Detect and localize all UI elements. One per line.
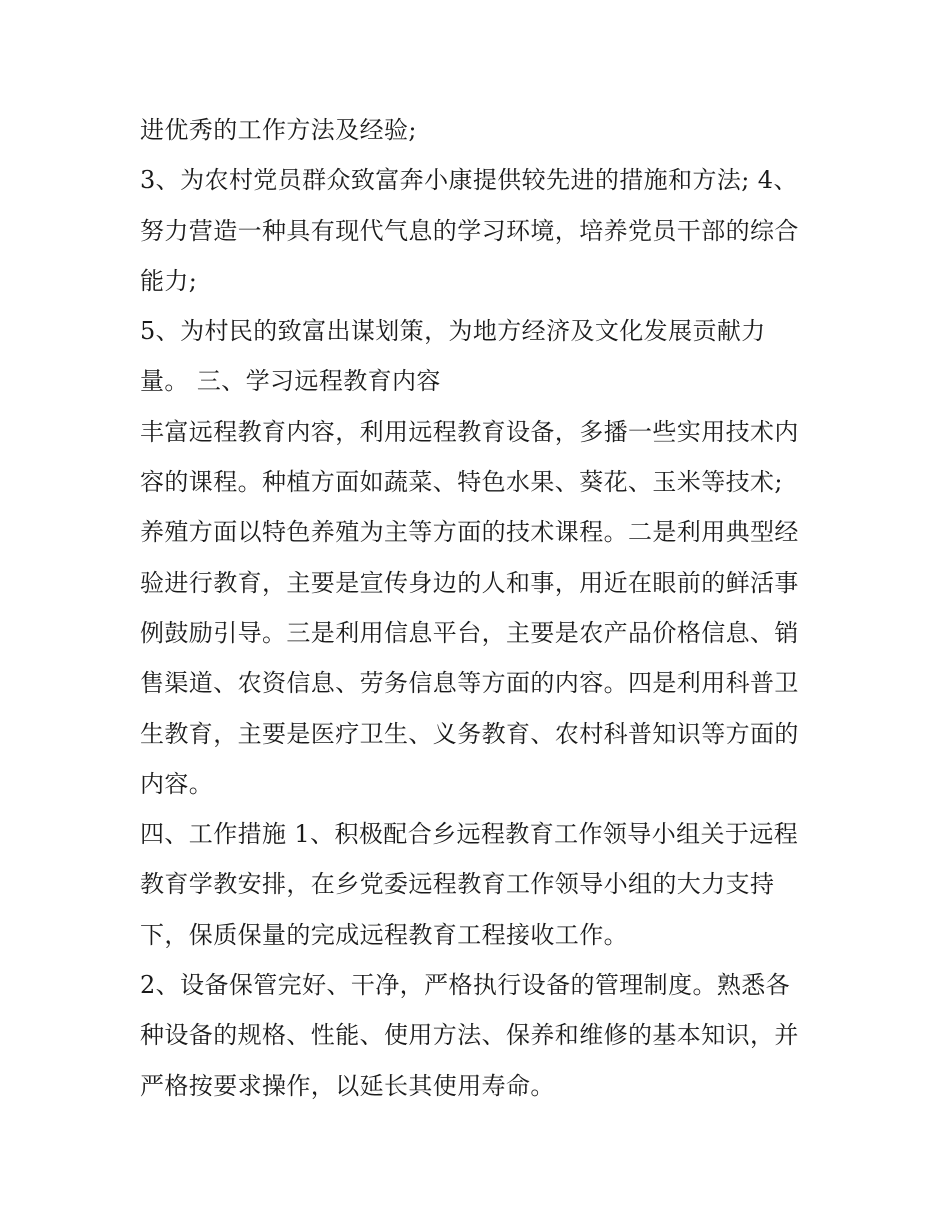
- text-line: 教育学教安排，在乡党委远程教育工作领导小组的大力支持: [140, 870, 775, 899]
- text-line: 内容。: [140, 769, 214, 798]
- text-line: 量。 三、学习远程教育内容: [140, 367, 441, 396]
- text-line: 养殖方面以特色养殖为主等方面的技术课程。二是利用典型经: [140, 518, 799, 547]
- text-line: 四、工作措施 1、积极配合乡远程教育工作领导小组关于远程: [140, 820, 799, 849]
- text-line: 容的课程。种植方面如蔬菜、特色水果、葵花、玉米等技术;: [140, 468, 783, 497]
- text-line: 验进行教育，主要是宣传身边的人和事，用近在眼前的鲜活事: [140, 568, 799, 597]
- text-line: 3、为农村党员群众致富奔小康提供较先进的措施和方法; 4、: [140, 166, 798, 195]
- text-line: 丰富远程教育内容，利用远程教育设备，多播一些实用技术内: [140, 417, 799, 446]
- text-line: 努力营造一种具有现代气息的学习环境，培养党员干部的综合: [140, 216, 799, 245]
- text-line: 严格按要求操作，以延长其使用寿命。: [140, 1071, 555, 1100]
- text-line: 生教育，主要是医疗卫生、义务教育、农村科普知识等方面的: [140, 719, 799, 748]
- text-line: 5、为村民的致富出谋划策，为地方经济及文化发展贡献力: [140, 317, 766, 346]
- text-line: 进优秀的工作方法及经验;: [140, 116, 417, 144]
- text-line: 2、设备保管完好、干净，严格执行设备的管理制度。熟悉各: [140, 971, 791, 1000]
- text-line: 种设备的规格、性能、使用方法、保养和维修的基本知识，并: [140, 1021, 799, 1050]
- document-body: [140, 105, 820, 1111]
- text-line: 能力;: [140, 266, 198, 295]
- text-line: 下，保质保量的完成远程教育工程接收工作。: [140, 920, 628, 949]
- text-line: 售渠道、农资信息、劳务信息等方面的内容。四是利用科普卫: [140, 669, 799, 698]
- text-line: 例鼓励引导。三是利用信息平台，主要是农产品价格信息、销: [140, 618, 799, 647]
